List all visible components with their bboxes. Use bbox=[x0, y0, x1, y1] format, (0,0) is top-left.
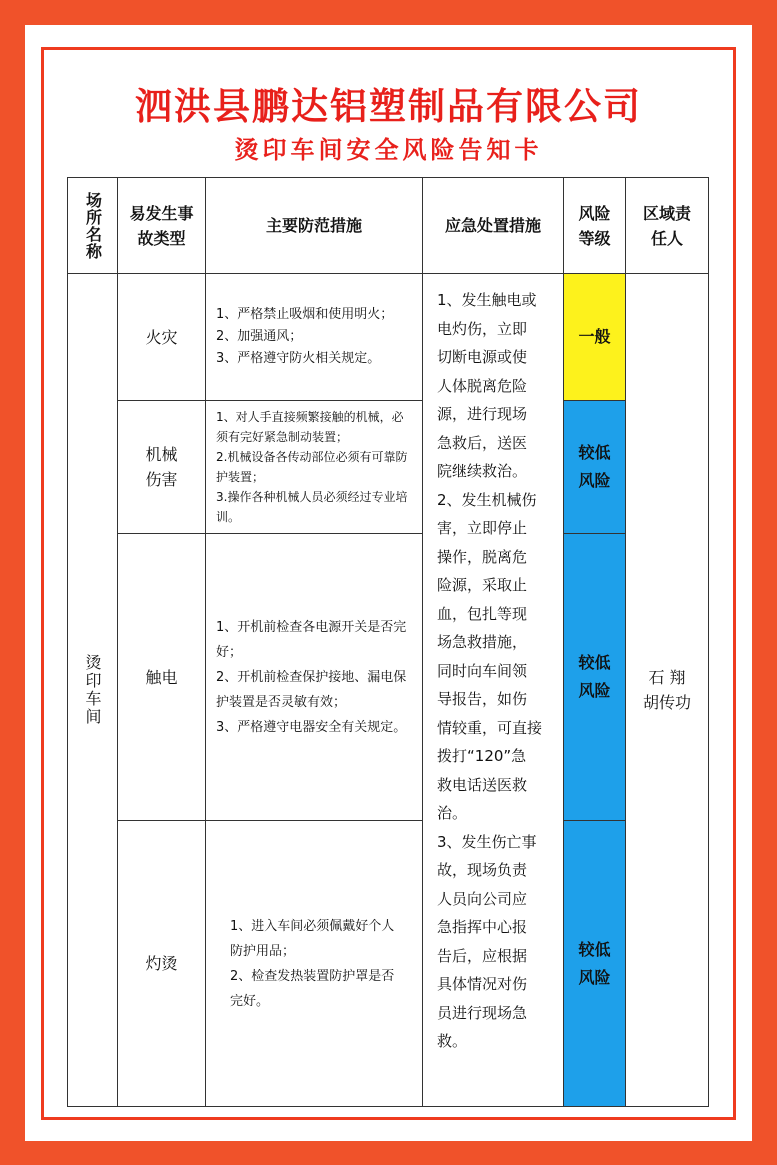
header-responsible-text: 区域责任人 bbox=[642, 203, 691, 248]
responsible-person: 石 翔 胡传功 bbox=[625, 273, 709, 1107]
risk-mechanical: 较低 风险 bbox=[563, 400, 626, 534]
header-prevention: 主要防范措施 bbox=[205, 177, 423, 274]
header-risk-level bbox=[563, 177, 626, 274]
header-responsible bbox=[625, 177, 709, 274]
card-subtitle: 烫印车间安全风险告知卡 bbox=[234, 136, 543, 164]
header-emergency: 应急处置措施 bbox=[422, 177, 564, 274]
emergency-measures: 1、发生触电或 电灼伤，立即 切断电源或使 人体脱离危险 源，进行现场 急救后，送医 院继续救治。 2、发生机械伤 害，立即停止 操作，脱离危 险源，采取止 血，包扎等现 场急救措施， 同时向车间领 导报告，如伤 情较重，可直接 拨打“120”急 救电话送医救 治。 3、发生伤亡事 故，现场负责 人员向公司应 急指挥中心报 告后，应根据 具体情况对伤 员进行现场急 救。 bbox=[422, 273, 564, 1107]
place-name: 烫印车间 bbox=[67, 273, 118, 1107]
header-place: 场所名称 bbox=[67, 177, 118, 274]
accident-type-burn: 灼烫 bbox=[117, 820, 206, 1107]
risk-burn: 较低 风险 bbox=[563, 820, 626, 1107]
accident-type-electric: 触电 bbox=[117, 533, 206, 821]
risk-electric: 较低 风险 bbox=[563, 533, 626, 821]
company-title: 泗洪县鹏达铝塑制品有限公司 bbox=[135, 85, 642, 128]
header-risk-level-text: 风险等级 bbox=[578, 203, 611, 248]
risk-fire: 一般 bbox=[563, 273, 626, 401]
accident-type-fire: 火灾 bbox=[117, 273, 206, 401]
prevention-electric: 1、开机前检查各电源开关是否完好； 2、开机前检查保护接地、漏电保护装置是否灵敏有效； 3、严格遵守电器安全有关规定。 bbox=[205, 533, 423, 821]
prevention-fire: 1、严格禁止吸烟和使用明火； 2、加强通风； 3、严格遵守防火相关规定。 bbox=[205, 273, 423, 401]
accident-type-mechanical: 机械 伤害 bbox=[117, 400, 206, 534]
header-accident-type bbox=[117, 177, 206, 274]
header-accident-type-text: 易发生事故类型 bbox=[129, 203, 194, 248]
risk-table bbox=[67, 177, 709, 1107]
prevention-burn: 1、进入车间必须佩戴好个人防护用品； 2、检查发热装置防护罩是否完好。 bbox=[205, 820, 423, 1107]
prevention-mechanical: 1、对人手直接频繁接触的机械，必须有完好紧急制动装置； 2.机械设备各传动部位必须有可靠防护装置； 3.操作各种机械人员必须经过专业培训。 bbox=[205, 400, 423, 534]
